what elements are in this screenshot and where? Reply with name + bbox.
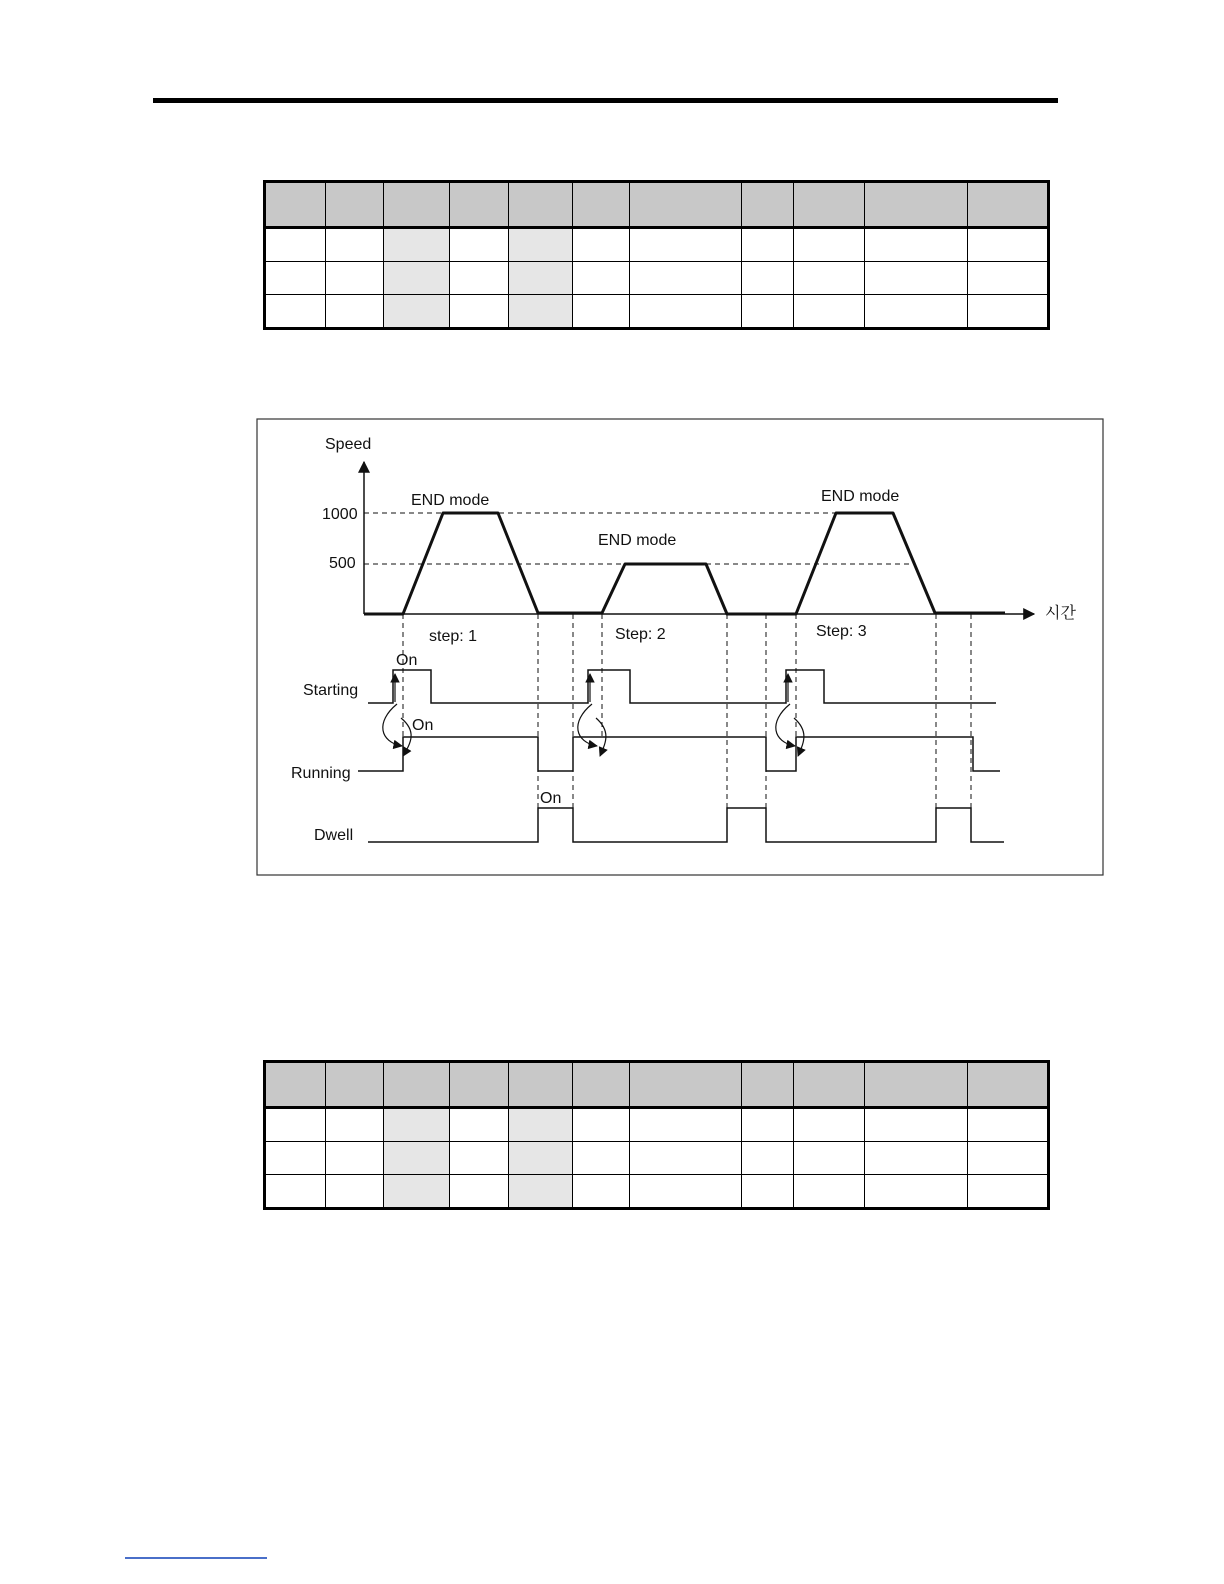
table-row (265, 295, 1049, 329)
table-header-row (265, 1062, 1049, 1108)
tick-label-500: 500 (329, 555, 356, 572)
on-label-running: On (412, 717, 434, 734)
signal-label-starting: Starting (303, 682, 359, 699)
table-row (265, 1108, 1049, 1142)
table-row (265, 1175, 1049, 1209)
parameter-table-2 (263, 1060, 1050, 1210)
table-row (265, 262, 1049, 295)
mode-label-3: END mode (821, 488, 900, 505)
parameter-table-1 (263, 180, 1050, 330)
table-header-row (265, 182, 1049, 228)
speed-timing-diagram (256, 418, 1104, 876)
diagram-frame (257, 419, 1103, 875)
on-label-dwell: On (540, 790, 562, 807)
table-row (265, 228, 1049, 262)
footer-link-underline[interactable] (125, 1557, 267, 1559)
signal-label-dwell: Dwell (314, 827, 354, 844)
on-label-starting: On (396, 652, 418, 669)
tick-label-1000: 1000 (322, 506, 358, 523)
step-label-3: Step: 3 (816, 623, 867, 640)
step-label-2: Step: 2 (615, 626, 666, 643)
mode-label-2: END mode (598, 532, 677, 549)
x-axis-label: 시간 (1045, 605, 1076, 622)
mode-label-1: END mode (411, 492, 490, 509)
signal-label-running: Running (291, 765, 351, 782)
step-label-1: step: 1 (429, 628, 478, 645)
y-axis-label: Speed (325, 436, 372, 453)
table-row (265, 1142, 1049, 1175)
header-rule (153, 98, 1058, 103)
